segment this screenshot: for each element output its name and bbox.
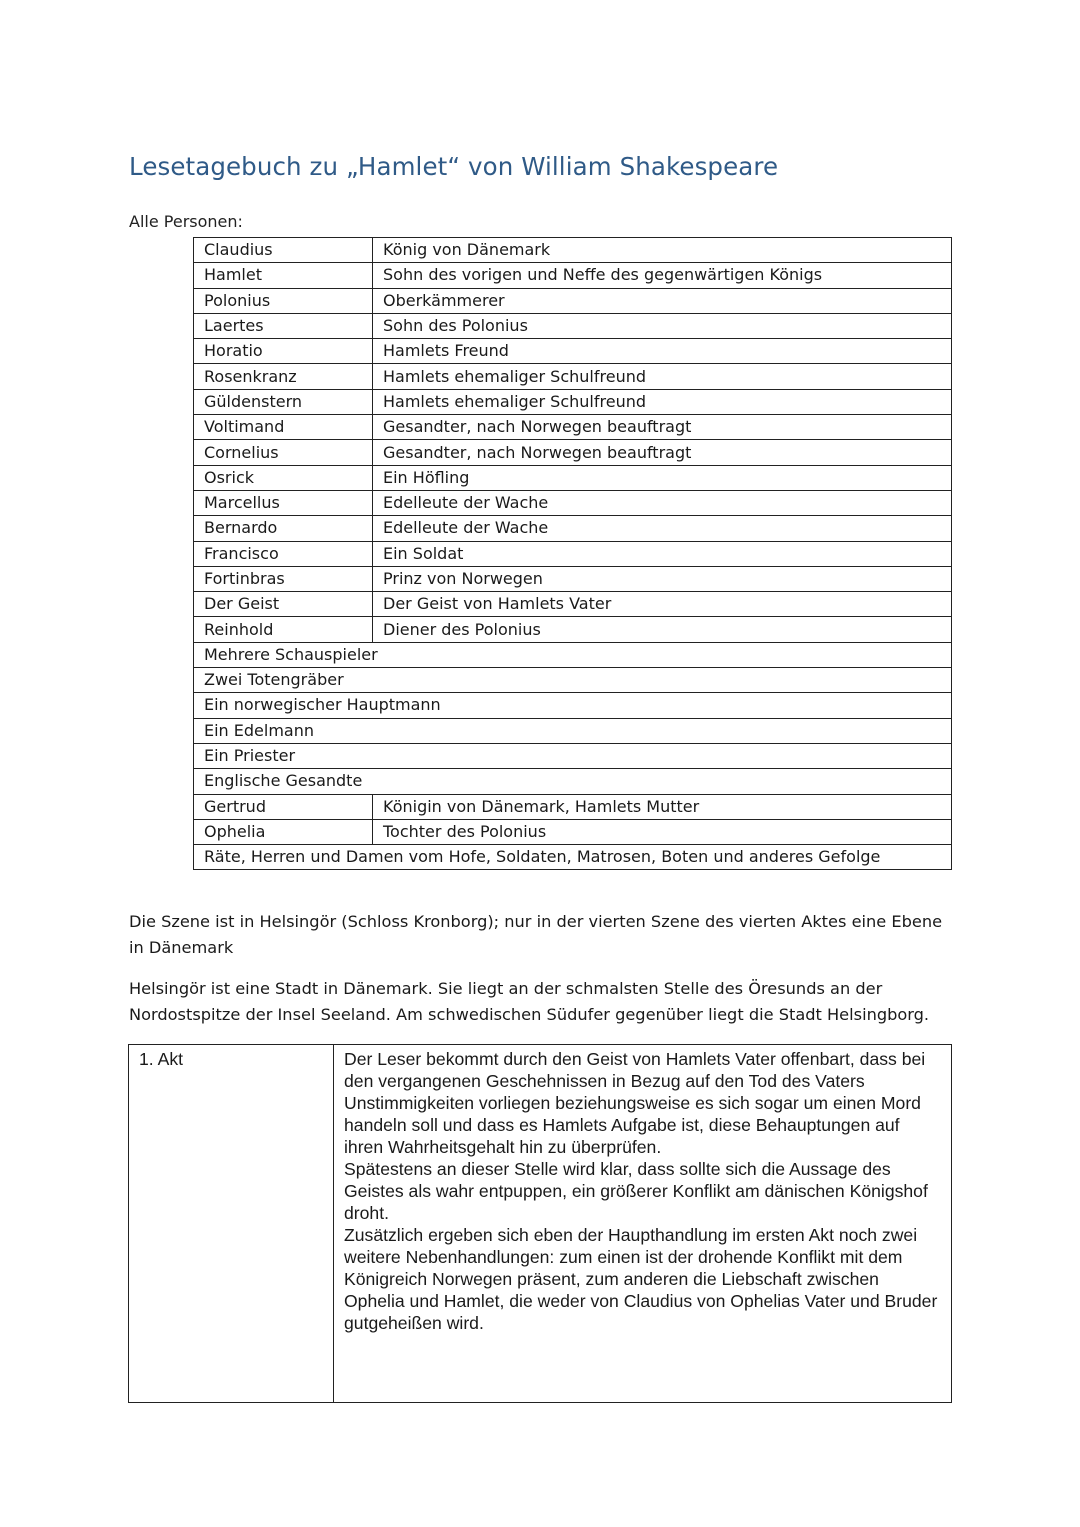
person-name: Mehrere Schauspieler <box>194 642 952 667</box>
person-row <box>194 440 952 465</box>
act-summary <box>334 1045 952 1403</box>
person-row <box>194 516 952 541</box>
person-row <box>194 693 952 718</box>
person-name: Ein Edelmann <box>194 718 952 743</box>
persons-table-body <box>194 238 952 870</box>
person-role: Gesandter, nach Norwegen beauftragt <box>373 415 952 440</box>
person-name: Cornelius <box>194 440 373 465</box>
person-row <box>194 794 952 819</box>
person-row <box>194 541 952 566</box>
person-role: Hamlets ehemaliger Schulfreund <box>373 389 952 414</box>
person-role: Hamlets ehemaliger Schulfreund <box>373 364 952 389</box>
person-name: Rosenkranz <box>194 364 373 389</box>
person-row <box>194 617 952 642</box>
person-row <box>194 566 952 591</box>
person-role: König von Dänemark <box>373 238 952 263</box>
person-row <box>194 313 952 338</box>
person-role: Prinz von Norwegen <box>373 566 952 591</box>
person-name: Hamlet <box>194 263 373 288</box>
person-role: Sohn des Polonius <box>373 313 952 338</box>
person-name: Gertrud <box>194 794 373 819</box>
person-role: Edelleute der Wache <box>373 490 952 515</box>
acts-table <box>128 1044 952 1403</box>
person-name: Francisco <box>194 541 373 566</box>
person-name: Räte, Herren und Damen vom Hofe, Soldaten, Matrosen, Boten und anderes Gefolge <box>194 845 952 870</box>
person-row <box>194 845 952 870</box>
person-name: Polonius <box>194 288 373 313</box>
person-name: Horatio <box>194 339 373 364</box>
person-row <box>194 415 952 440</box>
act-label: 1. Akt <box>129 1045 334 1403</box>
person-row <box>194 819 952 844</box>
persons-table <box>193 237 952 870</box>
helsingor-paragraph: Helsingör ist eine Stadt in Dänemark. Sie liegt an der schmalsten Stelle des Öresunds an der Nordostspitze der Insel Seeland. Am schwedischen Südufer gegenüber liegt die Stadt Helsingborg. <box>129 979 930 1024</box>
person-name: Ophelia <box>194 819 373 844</box>
person-row <box>194 592 952 617</box>
person-name: Ein Priester <box>194 743 952 768</box>
act-summary-paragraph: Zusätzlich ergeben sich eben der Haupthandlung im ersten Akt noch zwei weitere Nebenhandlungen: zum einen ist der drohende Konflikt mit dem Königreich Norwegen präsent, zum anderen die Liebschaft zwischen Ophelia und Hamlet, die weder von Claudius von Ophelias Vater und Bruder gutgeheißen wird. <box>344 1225 938 1333</box>
act-row <box>129 1045 952 1403</box>
person-role: Edelleute der Wache <box>373 516 952 541</box>
person-row <box>194 743 952 768</box>
person-role: Oberkämmerer <box>373 288 952 313</box>
person-role: Ein Soldat <box>373 541 952 566</box>
person-row <box>194 718 952 743</box>
person-name: Güldenstern <box>194 389 373 414</box>
person-row <box>194 263 952 288</box>
person-row <box>194 238 952 263</box>
person-row <box>194 769 952 794</box>
person-name: Ein norwegischer Hauptmann <box>194 693 952 718</box>
person-row <box>194 490 952 515</box>
act-summary-paragraph: Der Leser bekommt durch den Geist von Hamlets Vater offenbart, dass bei den vergangenen Geschehnissen in Bezug auf den Tod des Vaters Unstimmigkeiten vorliegen beziehungsweise es sich sogar um einen Mord handeln soll und dass es Hamlets Aufgabe ist, diese Behauptungen auf ihren Wahrheitsgehalt hin zu überprüfen. <box>344 1049 926 1157</box>
act-summary-paragraph: Spätestens an dieser Stelle wird klar, dass sollte sich die Aussage des Geistes als wahr entpuppen, ein größerer Konflikt am dänischen Königshof droht. <box>344 1159 928 1223</box>
person-name: Zwei Totengräber <box>194 668 952 693</box>
acts-table-body <box>129 1045 952 1403</box>
person-role: Diener des Polonius <box>373 617 952 642</box>
person-name: Marcellus <box>194 490 373 515</box>
person-name: Laertes <box>194 313 373 338</box>
person-role: Ein Höfling <box>373 465 952 490</box>
person-name: Der Geist <box>194 592 373 617</box>
persons-label: Alle Personen: <box>129 212 243 231</box>
person-role: Hamlets Freund <box>373 339 952 364</box>
person-role: Der Geist von Hamlets Vater <box>373 592 952 617</box>
person-name: Claudius <box>194 238 373 263</box>
person-row <box>194 642 952 667</box>
person-row <box>194 288 952 313</box>
person-row <box>194 339 952 364</box>
setting-paragraph: Die Szene ist in Helsingör (Schloss Kronborg); nur in der vierten Szene des vierten Aktes eine Ebene in Dänemark <box>129 912 943 957</box>
person-role: Königin von Dänemark, Hamlets Mutter <box>373 794 952 819</box>
person-row <box>194 389 952 414</box>
person-role: Tochter des Polonius <box>373 819 952 844</box>
person-name: Voltimand <box>194 415 373 440</box>
person-name: Bernardo <box>194 516 373 541</box>
person-name: Reinhold <box>194 617 373 642</box>
person-row <box>194 465 952 490</box>
person-name: Fortinbras <box>194 566 373 591</box>
person-name: Osrick <box>194 465 373 490</box>
person-role: Gesandter, nach Norwegen beauftragt <box>373 440 952 465</box>
person-row <box>194 364 952 389</box>
person-row <box>194 668 952 693</box>
person-role: Sohn des vorigen und Neffe des gegenwärtigen Königs <box>373 263 952 288</box>
page-title: Lesetagebuch zu „Hamlet“ von William Shakespeare <box>129 152 779 181</box>
person-name: Englische Gesandte <box>194 769 952 794</box>
